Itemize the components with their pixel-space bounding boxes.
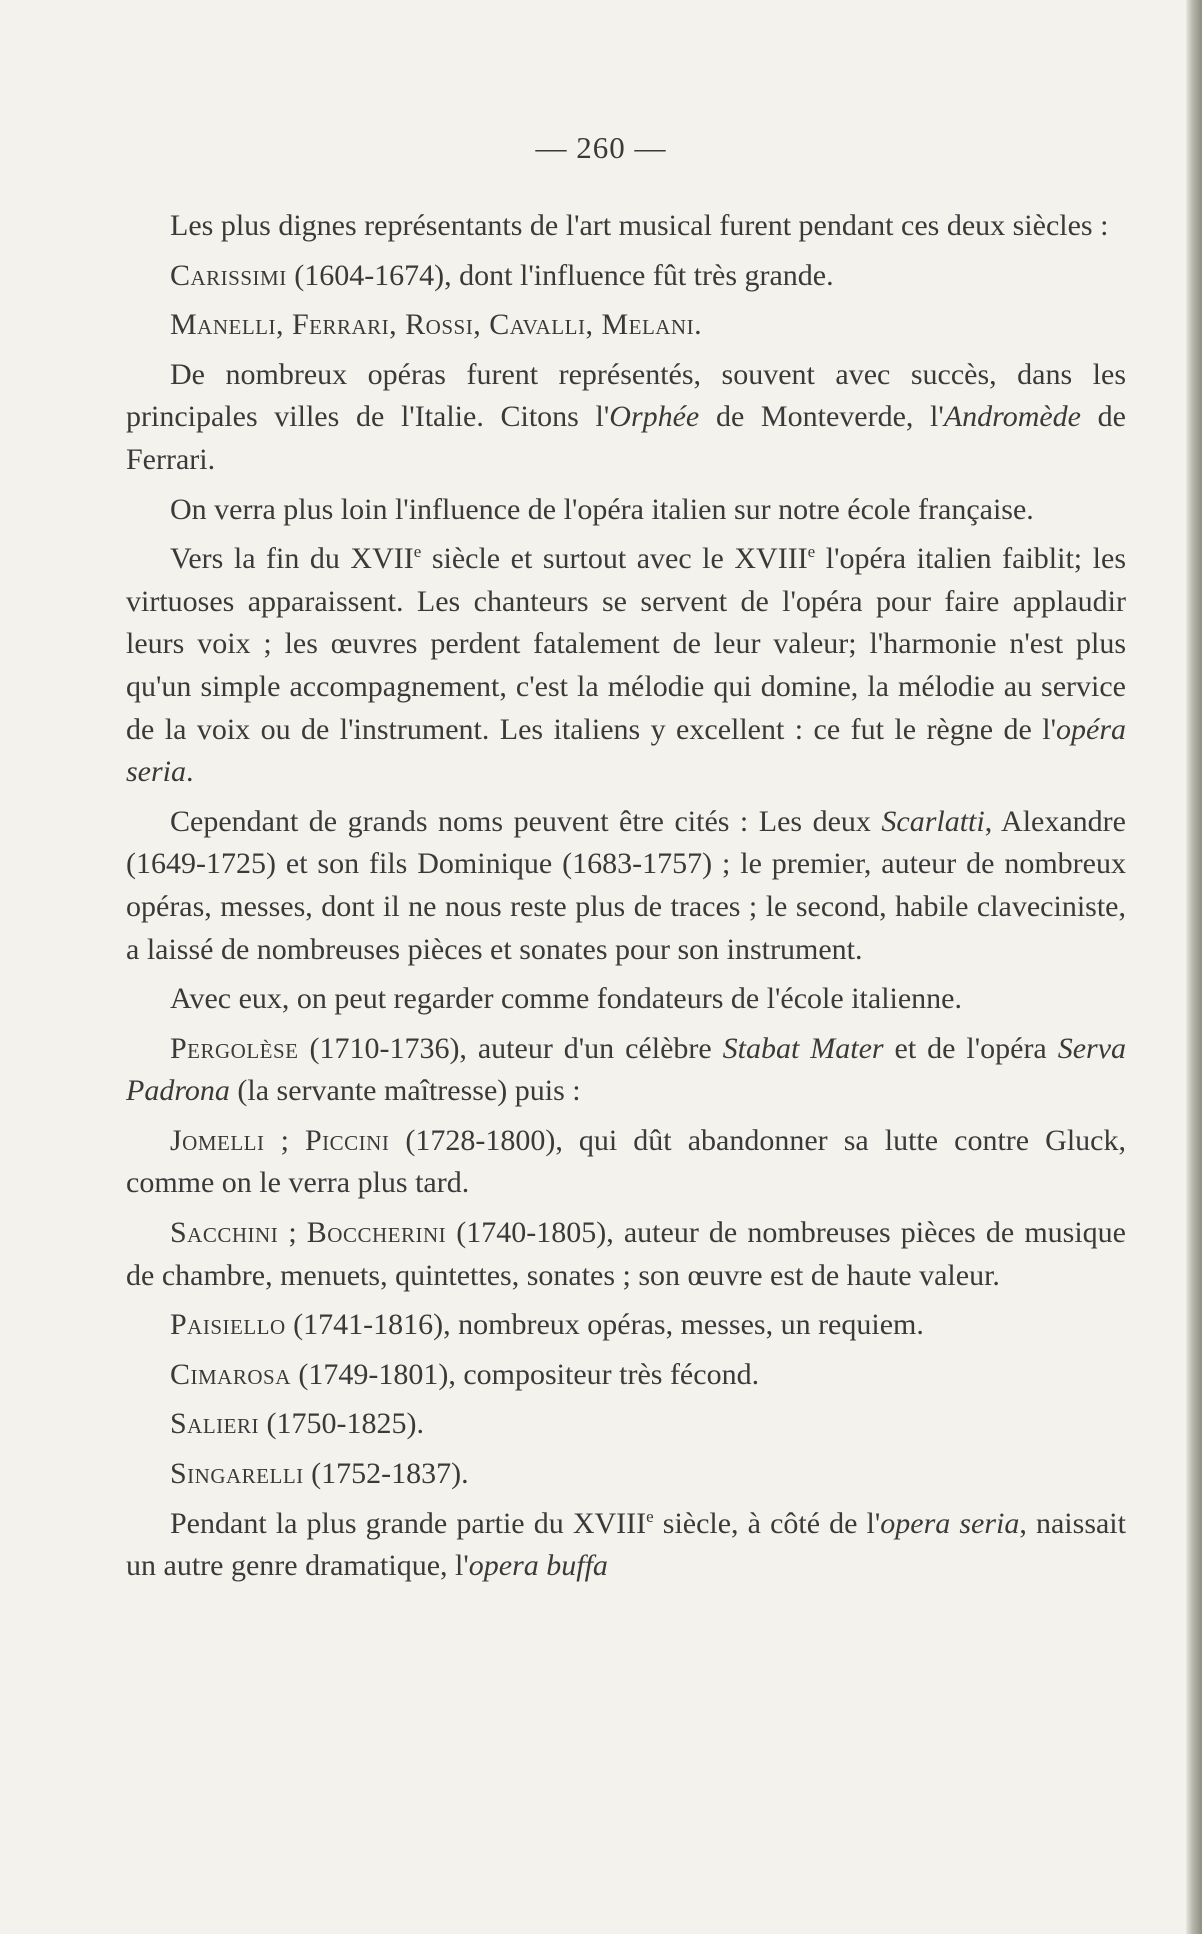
text-run: ; [278,1216,307,1250]
page-number: — 260 — [535,130,667,165]
composer-name: Boccherini [306,1216,447,1250]
text-run: (1604-1674), dont l'influence fût très grande. [286,258,834,292]
text-run: (1741-1816), nombreux opéras, messes, un requiem. [285,1308,924,1342]
composer-name: Pergolèse [170,1031,299,1065]
text-run: (1710-1736), auteur d'un célèbre [298,1031,723,1065]
paragraph-sacchini-boccherini [126,1212,1126,1297]
text-run: (1749-1801), compositeur très fécond. [290,1357,760,1391]
text-run: de Ferrari. [126,400,1126,476]
text-run: . [186,755,194,789]
text-run: Pendant la plus grande partie du XVIII [170,1506,647,1540]
paragraph-scarlatti [126,801,1126,971]
paragraph-cimarosa [126,1354,1126,1397]
text-run: Les plus dignes représentants de l'art musical furent pendant ces deux siècles : [170,209,1109,242]
text-run: de Monteverde, l' [699,400,944,434]
text-run: (1750-1825). [259,1407,424,1441]
composer-name: Piccini [304,1123,390,1157]
composer-name: Carissimi [170,258,287,292]
text-run: , Alexandre (1649-1725) et son fils Dominique (1683-1757) ; le premier, auteur de nombreux opéras, messes, dont il ne nous reste plus de traces ; le second, habile claveciniste, a laissé de nombreuses pièces et sonates pour son instrument. [126,804,1126,966]
paragraph-founders [126,978,1126,1021]
text-run: ; [264,1123,305,1157]
work-title: opera seria [880,1506,1020,1540]
text-run: (1740-1805), auteur de nombreuses pièces de musique de chambre, menuets, quintettes, sonates ; son œuvre est de haute valeur. [126,1216,1126,1292]
paragraph-jomelli-piccini [126,1120,1126,1205]
superscript: e [646,1506,654,1526]
composer-name: Salieri [170,1407,259,1441]
paragraph-opera-buffa [126,1503,1126,1588]
paragraph-carissimi [126,255,1126,298]
composer-name: Scarlatti [881,804,985,838]
text-run: (1728-1800), qui dût abandonner sa lutte contre Gluck, comme on le verra plus tard. [126,1123,1126,1200]
paragraph-composer-list [126,304,1126,347]
paragraph-decline [126,538,1126,794]
composer-name: Jomelli [170,1123,265,1157]
superscript: e [807,542,816,562]
work-title: Serva Padrona [126,1031,1127,1108]
text-run: On verra plus loin l'influence de l'opéra italien sur notre école française. [170,492,1034,526]
text-run: Cependant de grands noms peuvent être cités : Les deux [170,804,882,838]
body-text [126,205,1126,1595]
text-run: siècle et surtout avec le XVIII [421,542,808,576]
composer-names: Manelli, Ferrari, Rossi, Cavalli, Melani. [170,308,703,342]
text-run: siècle, à côté de l' [653,1506,881,1540]
paragraph-paisiello [126,1304,1126,1347]
page-edge-shadow [1186,0,1202,1934]
composer-name: Sacchini [170,1216,279,1250]
text-run: De nombreux opéras furent représentés, souvent avec succès, dans les principales villes de l'Italie. Citons l' [126,357,1126,434]
paragraph-pergolese [126,1028,1126,1113]
paragraph-operas [126,354,1126,482]
text-run: l'opéra italien faiblit; les virtuoses apparaissent. Les chanteurs se servent de l'opéra pour faire applaudir leurs voix ; les œuvres perdent fatalement de leur valeur; l'harmonie n'est plus qu'un simple accompagnement, c'est la mélodie qui domine, la mélodie au service de la voix ou de l'instrument. Les italiens y excellent : ce fut le règne de l' [126,542,1126,746]
text-run: (la servante maîtresse) puis : [229,1074,581,1108]
work-title: opera buffa [468,1549,608,1583]
paragraph-influence [126,489,1126,532]
text-run: Vers la fin du XVII [170,542,414,576]
work-title: Stabat Mater [722,1031,884,1065]
composer-name: Singarelli [170,1457,304,1491]
text-run: (1752-1837). [303,1457,469,1491]
superscript: e [413,542,422,562]
paragraph-intro [126,205,1126,248]
text-run: Avec eux, on peut regarder comme fondateurs de l'école italienne. [170,982,962,1016]
work-title: Andromède [943,400,1081,434]
work-title: Orphée [609,400,700,434]
paragraph-singarelli [126,1453,1126,1496]
text-run: , naissait un autre genre dramatique, l' [126,1506,1126,1583]
paragraph-salieri [126,1403,1126,1446]
composer-name: Cimarosa [170,1357,291,1391]
text-run: et de l'opéra [883,1031,1058,1065]
work-title: opéra seria [126,712,1126,789]
composer-name: Paisiello [170,1308,286,1342]
